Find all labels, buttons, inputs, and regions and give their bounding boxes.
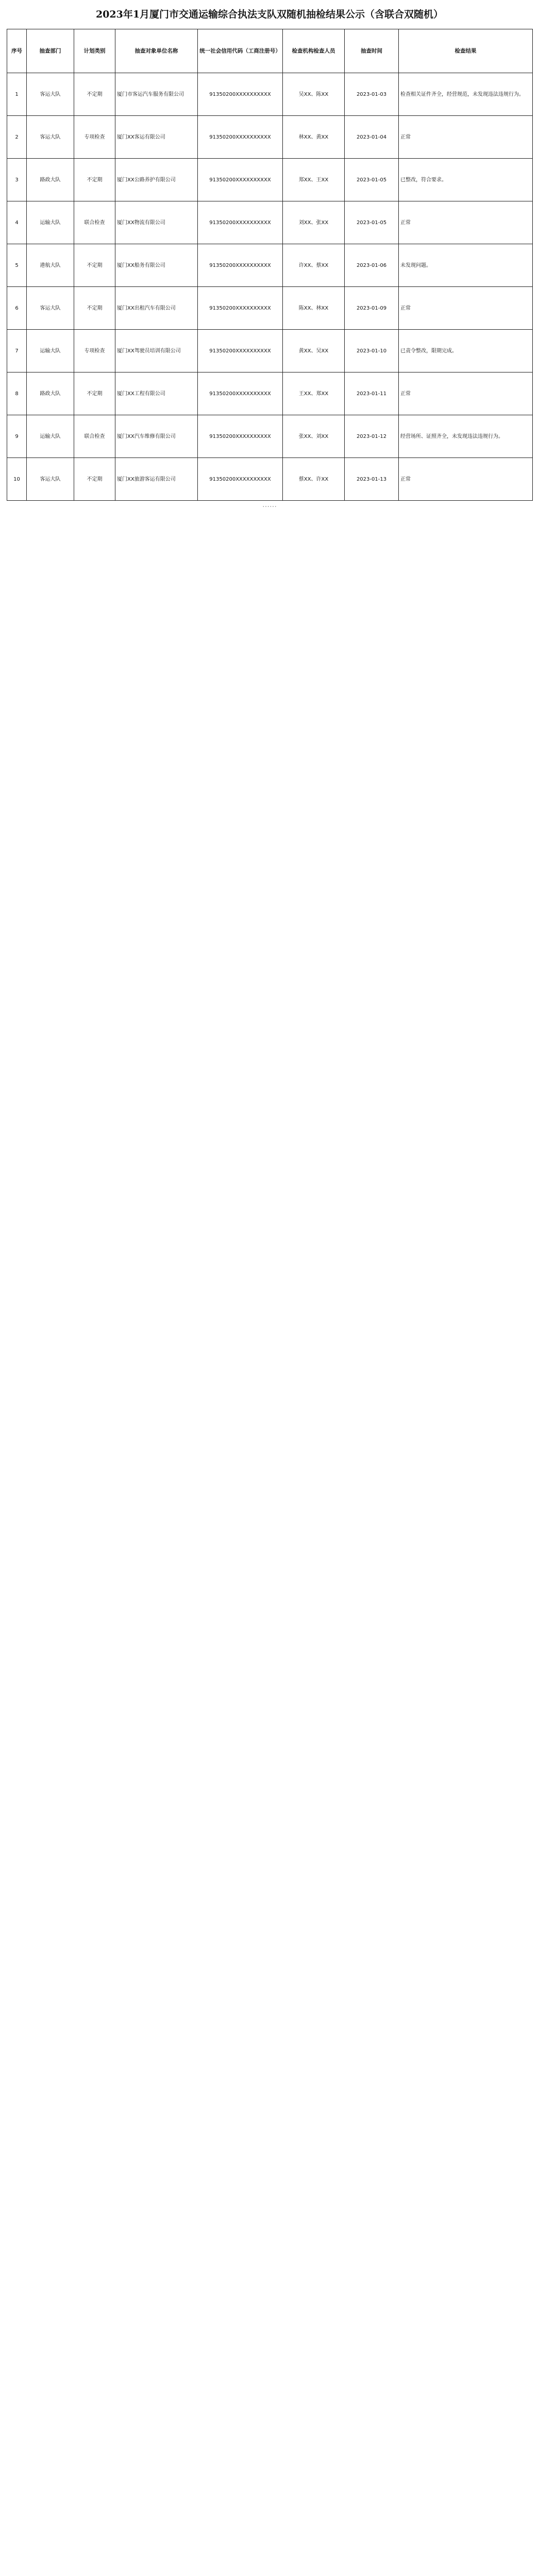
header-code: 统一社会信用代码（工商注册号） (198, 29, 283, 73)
cell-plan: 联合检查 (74, 415, 115, 458)
cell-date: 2023-01-09 (345, 287, 399, 330)
cell-code: 91350200XXXXXXXXXX (198, 372, 283, 415)
table-row (7, 415, 533, 458)
cell-date: 2023-01-13 (345, 458, 399, 501)
cell-code: 91350200XXXXXXXXXX (198, 73, 283, 116)
cell-dept: 运输大队 (27, 415, 74, 458)
cell-code: 91350200XXXXXXXXXX (198, 159, 283, 201)
cell-name: 厦门XX船务有限公司 (115, 244, 198, 287)
cell-result: 未发现问题。 (399, 244, 533, 287)
cell-code: 91350200XXXXXXXXXX (198, 201, 283, 244)
cell-plan: 不定期 (74, 159, 115, 201)
cell-no: 8 (7, 372, 27, 415)
cell-date: 2023-01-05 (345, 159, 399, 201)
cell-date: 2023-01-05 (345, 201, 399, 244)
cell-plan: 不定期 (74, 244, 115, 287)
cell-plan: 联合检查 (74, 201, 115, 244)
cell-no: 10 (7, 458, 27, 501)
cell-name: 厦门XX物流有限公司 (115, 201, 198, 244)
cell-date: 2023-01-04 (345, 116, 399, 159)
cell-staff: 陈XX、林XX (283, 287, 345, 330)
cell-plan: 不定期 (74, 458, 115, 501)
header-name: 抽查对象单位名称 (115, 29, 198, 73)
cell-date: 2023-01-10 (345, 330, 399, 372)
header-plan: 计划类别 (74, 29, 115, 73)
cell-dept: 路政大队 (27, 372, 74, 415)
cell-result: 正常 (399, 372, 533, 415)
cell-plan: 专项检查 (74, 330, 115, 372)
cell-staff: 吴XX、陈XX (283, 73, 345, 116)
cell-staff: 张XX、刘XX (283, 415, 345, 458)
header-staff: 检查机构检查人员 (283, 29, 345, 73)
cell-staff: 刘XX、张XX (283, 201, 345, 244)
cell-dept: 路政大队 (27, 159, 74, 201)
cell-no: 6 (7, 287, 27, 330)
cell-dept: 客运大队 (27, 287, 74, 330)
cell-no: 2 (7, 116, 27, 159)
table-row (7, 330, 533, 372)
cell-name: 厦门XX客运有限公司 (115, 116, 198, 159)
cell-date: 2023-01-06 (345, 244, 399, 287)
cell-staff: 王XX、郑XX (283, 372, 345, 415)
cell-no: 5 (7, 244, 27, 287)
cell-code: 91350200XXXXXXXXXX (198, 330, 283, 372)
table-row (7, 372, 533, 415)
cell-name: 厦门XX公路养护有限公司 (115, 159, 198, 201)
cell-staff: 许XX、蔡XX (283, 244, 345, 287)
cell-staff: 蔡XX、许XX (283, 458, 345, 501)
cell-code: 91350200XXXXXXXXXX (198, 287, 283, 330)
table-row (7, 116, 533, 159)
table-row (7, 201, 533, 244)
cell-name: 厦门XX出租汽车有限公司 (115, 287, 198, 330)
cell-date: 2023-01-11 (345, 372, 399, 415)
cell-name: 厦门XX汽车维修有限公司 (115, 415, 198, 458)
cell-result: 检查相关证件齐全，经营规范，未发现违法违规行为。 (399, 73, 533, 116)
inspection-results-table (7, 29, 533, 501)
cell-plan: 不定期 (74, 372, 115, 415)
header-result: 检查结果 (399, 29, 533, 73)
cell-result: 已责令整改，限期完成。 (399, 330, 533, 372)
cell-plan: 不定期 (74, 73, 115, 116)
cell-staff: 林XX、黄XX (283, 116, 345, 159)
cell-no: 3 (7, 159, 27, 201)
cell-dept: 港航大队 (27, 244, 74, 287)
cell-code: 91350200XXXXXXXXXX (198, 415, 283, 458)
table-row (7, 73, 533, 116)
cell-result: 正常 (399, 458, 533, 501)
cell-dept: 客运大队 (27, 73, 74, 116)
table-row (7, 159, 533, 201)
cell-name: 厦门市客运汽车服务有限公司 (115, 73, 198, 116)
table-row (7, 244, 533, 287)
table-row (7, 458, 533, 501)
cell-plan: 专项检查 (74, 116, 115, 159)
cell-staff: 郑XX、王XX (283, 159, 345, 201)
cell-name: 厦门XX驾驶员培训有限公司 (115, 330, 198, 372)
cell-staff: 黄XX、吴XX (283, 330, 345, 372)
cell-no: 7 (7, 330, 27, 372)
cell-no: 1 (7, 73, 27, 116)
cell-dept: 运输大队 (27, 201, 74, 244)
cell-plan: 不定期 (74, 287, 115, 330)
cell-dept: 客运大队 (27, 458, 74, 501)
cell-code: 91350200XXXXXXXXXX (198, 458, 283, 501)
cell-no: 4 (7, 201, 27, 244)
more-rows-indicator: …… (262, 501, 277, 509)
header-no: 序号 (7, 29, 27, 73)
cell-result: 正常 (399, 287, 533, 330)
cell-result: 正常 (399, 116, 533, 159)
cell-date: 2023-01-12 (345, 415, 399, 458)
cell-name: 厦门XX工程有限公司 (115, 372, 198, 415)
cell-code: 91350200XXXXXXXXXX (198, 116, 283, 159)
header-date: 抽查时间 (345, 29, 399, 73)
header-dept: 抽查部门 (27, 29, 74, 73)
cell-no: 9 (7, 415, 27, 458)
cell-result: 已整改，符合要求。 (399, 159, 533, 201)
cell-dept: 运输大队 (27, 330, 74, 372)
page-title: 2023年1月厦门市交通运输综合执法支队双随机抽检结果公示（含联合双随机） (95, 9, 444, 20)
cell-result: 经营场所、证照齐全，未发现违法违规行为。 (399, 415, 533, 458)
cell-name: 厦门XX旅游客运有限公司 (115, 458, 198, 501)
cell-date: 2023-01-03 (345, 73, 399, 116)
cell-code: 91350200XXXXXXXXXX (198, 244, 283, 287)
cell-result: 正常 (399, 201, 533, 244)
table-row (7, 287, 533, 330)
table-header-row (7, 29, 533, 73)
cell-dept: 客运大队 (27, 116, 74, 159)
